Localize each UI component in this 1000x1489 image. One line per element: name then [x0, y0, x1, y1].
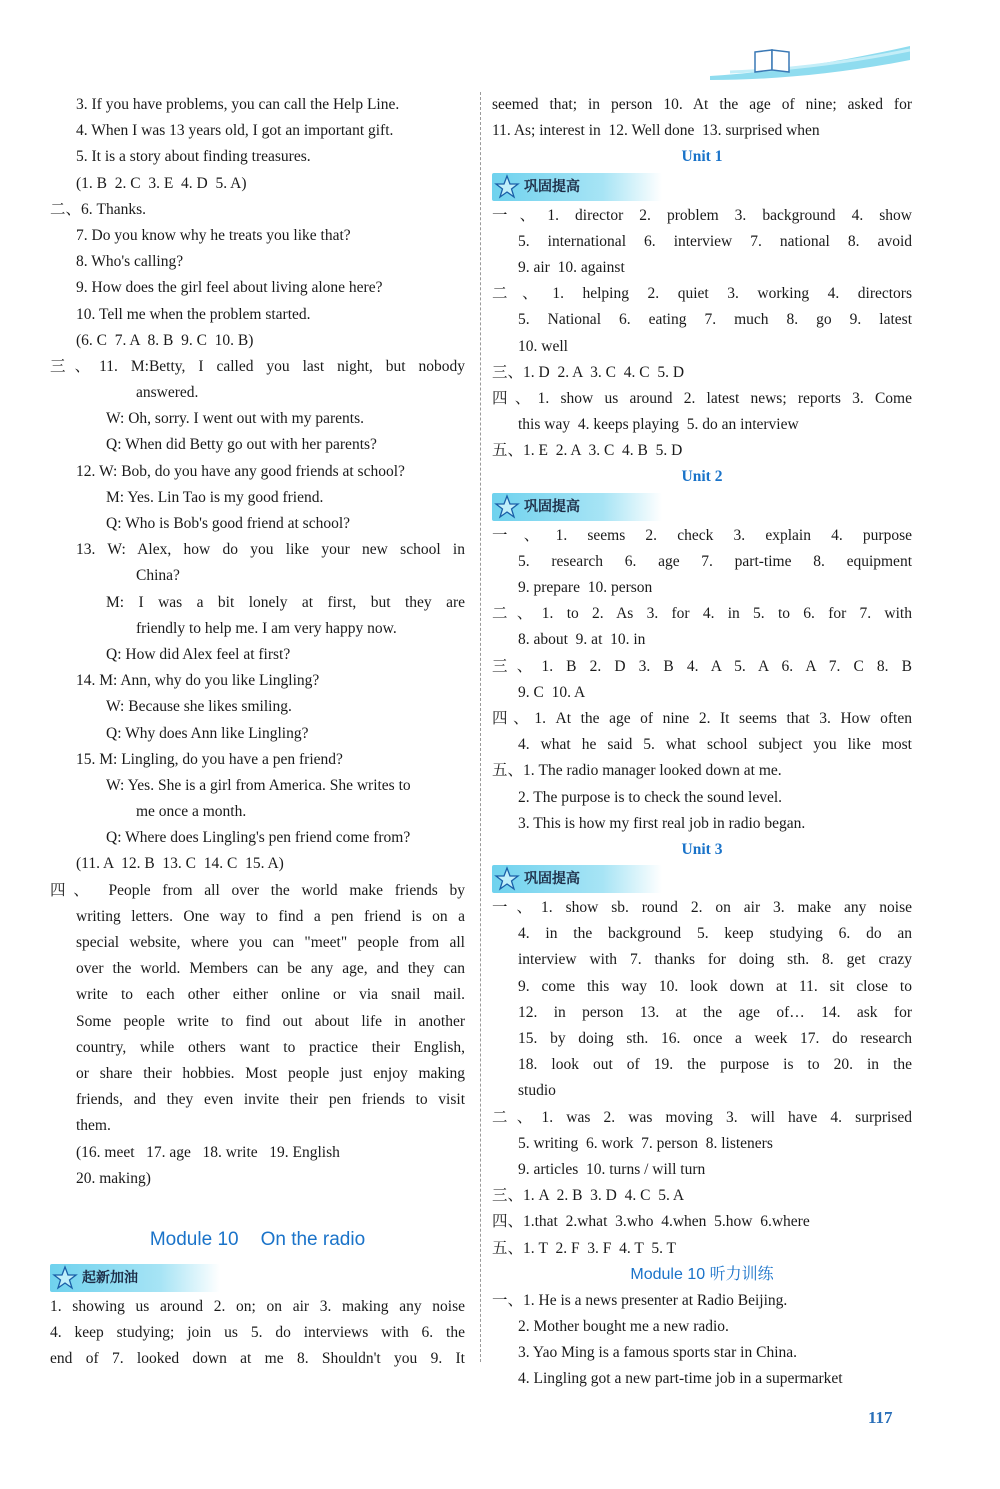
passage-line: country, while others want to practice their English,: [76, 1038, 465, 1056]
answer-line: 18. look out of 19. the purpose is to 20. in the: [518, 1056, 912, 1074]
answer-line: 3. If you have problems, you can call the Help Line.: [76, 96, 400, 113]
answer-line: 13. W: Alex, how do you like your new school in: [76, 541, 465, 559]
answer-line: 二、1. to 2. As 3. for 4. in 5. to 6. for 7. with: [492, 605, 912, 623]
passage-line: write to each other either online or via snail mail.: [76, 986, 465, 1004]
section-banner: [50, 1264, 220, 1292]
star-icon: [494, 494, 520, 520]
column-divider: [480, 92, 481, 1362]
answer-line: 五、1. The radio manager looked down at me.: [492, 762, 782, 780]
answer-line: 三、1. B 2. D 3. B 4. A 5. A 6. A 7. C 8. B: [492, 657, 912, 675]
answer-line: 三、11. M:Betty, I called you last night, but nobody: [50, 357, 465, 375]
left-column: [50, 92, 465, 1373]
module-title: [50, 1218, 465, 1262]
banner-label: 巩固提高: [524, 498, 580, 515]
answer-line: interview with 7. thanks for doing sth. 8. get crazy: [518, 951, 912, 969]
answer-line: W: Because she likes smiling.: [106, 698, 292, 716]
answer-line: 五、1. T 2. F 3. F 4. T 5. T: [492, 1239, 677, 1257]
passage-line: them.: [76, 1117, 111, 1135]
answer-line: seemed that; in person 10. At the age of nine; asked for: [492, 96, 912, 113]
answer-line: 10. well: [518, 337, 568, 355]
answer-line: 3. This is how my first real job in radio began.: [518, 814, 806, 832]
unit-title: Unit 2: [681, 468, 723, 486]
module-code: Module 10: [149, 1229, 239, 1251]
answer-line: China?: [136, 567, 180, 585]
answer-line: 9. air 10. against: [518, 258, 625, 276]
star-icon: [494, 174, 520, 200]
passage-line: Some people write to find out about life in another: [76, 1012, 465, 1030]
right-column: [492, 92, 912, 1393]
answer-line: Q: Where does Lingling's pen friend come from?: [106, 829, 411, 847]
answer-line: 15. by doing sth. 16. once a week 17. do research: [518, 1030, 912, 1047]
answer-line: 2. Mother bought me a new radio.: [518, 1318, 729, 1336]
answer-line: studio: [518, 1082, 556, 1100]
answer-line: W: Oh, sorry. I went out with my parents.: [106, 410, 364, 428]
section-banner: [492, 493, 662, 521]
answer-line: 二、1. was 2. was moving 3. will have 4. surprised: [492, 1108, 912, 1126]
answer-line: 一、1. show sb. round 2. on air 3. make any noise: [492, 899, 912, 917]
answer-line: 3. Yao Ming is a famous sports star in China.: [518, 1344, 797, 1362]
answer-line: me once a month.: [136, 803, 247, 821]
answer-line: Q: Who is Bob's good friend at school?: [106, 515, 351, 532]
banner-label: 巩固提高: [524, 178, 580, 195]
answer-line: end of 7. looked down at me 8. Shouldn't you 9. It: [50, 1350, 465, 1368]
answer-line: 9. come this way 10. look down at 11. sit close to: [518, 977, 912, 995]
answer-line: 一、1. seems 2. check 3. explain 4. purpose: [492, 526, 912, 544]
answer-line: W: Yes. She is a girl from America. She writes to: [106, 776, 411, 794]
answer-line: 7. Do you know why he treats you like that?: [76, 226, 351, 244]
answer-line: 9. prepare 10. person: [518, 579, 653, 596]
answer-line: 三、1. A 2. B 3. D 4. C 5. A: [492, 1187, 685, 1205]
answer-line: 一、1. He is a news presenter at Radio Beijing.: [492, 1291, 788, 1309]
answer-line: M: I was a bit lonely at first, but they are: [106, 593, 465, 611]
module-name: On the radio: [260, 1229, 366, 1251]
answer-line: 5. research 6. age 7. part-time 8. equipment: [518, 552, 912, 570]
answer-line: Q: When did Betty go out with her parents?: [106, 436, 377, 454]
answer-line: M: Yes. Lin Tao is my good friend.: [106, 488, 324, 506]
answer-line: friendly to help me. I am very happy now.: [136, 619, 397, 637]
answer-line: 9. C 10. A: [518, 683, 586, 701]
answer-line: 五、1. E 2. A 3. C 4. B 5. D: [492, 442, 683, 460]
passage-line: special website, where you can "meet" people from all: [76, 934, 465, 951]
answer-line: Q: Why does Ann like Lingling?: [106, 724, 309, 742]
answer-line: 5. international 6. interview 7. national 8. avoid: [518, 232, 912, 250]
answer-line: 4. what he said 5. what school subject you like most: [518, 736, 912, 754]
answer-line: 二、1. helping 2. quiet 3. working 4. directors: [492, 285, 912, 303]
answer-line: (16. meet 17. age 18. write 19. English: [76, 1143, 340, 1161]
answer-line: 8. about 9. at 10. in: [518, 631, 646, 649]
answer-line: (6. C 7. A 8. B 9. C 10. B): [76, 331, 254, 349]
passage-line: over the world. Members can be any age, and they can: [76, 960, 465, 978]
passage-line: 四、 People from all over the world make friends by: [50, 881, 465, 899]
answer-line: 9. How does the girl feel about living alone here?: [76, 279, 383, 297]
banner-label: 起新加油: [82, 1270, 138, 1287]
unit-title: Unit 3: [681, 840, 723, 858]
star-icon: [52, 1265, 78, 1291]
answer-line: 9. articles 10. turns / will turn: [518, 1160, 706, 1178]
answer-line: 5. writing 6. work 7. person 8. listeners: [518, 1134, 773, 1152]
answer-line: answered.: [136, 384, 199, 402]
answer-line: 12. W: Bob, do you have any good friends at school?: [76, 462, 405, 480]
answer-line: (1. B 2. C 3. E 4. D 5. A): [76, 174, 247, 192]
answer-line: 15. M: Lingling, do you have a pen friend?: [76, 750, 343, 768]
book-wave-decoration: [710, 42, 910, 82]
answer-line: 20. making): [76, 1169, 151, 1187]
passage-line: writing letters. One way to find a pen friend is on a: [76, 907, 465, 925]
answer-line: Q: How did Alex feel at first?: [106, 645, 291, 663]
answer-line: 四、1. At the age of nine 2. It seems that 3. How often: [492, 709, 912, 727]
answer-line: 4. When I was 13 years old, I got an important gift.: [76, 122, 394, 140]
answer-line: 二、6. Thanks.: [50, 200, 147, 218]
banner-label: 巩固提高: [524, 871, 580, 888]
answer-line: 11. As; interest in 12. Well done 13. surprised when: [492, 122, 820, 140]
answer-line: 一、1. director 2. problem 3. background 4. show: [492, 206, 912, 224]
star-icon: [494, 866, 520, 892]
passage-line: friends, and they even invite their pen friends to visit: [76, 1091, 465, 1109]
answer-line: 三、1. D 2. A 3. C 4. C 5. D: [492, 363, 685, 381]
answer-line: 4. keep studying; join us 5. do interviews with 6. the: [50, 1324, 465, 1342]
answer-line: 10. Tell me when the problem started.: [76, 305, 311, 323]
answer-line: 4. in the background 5. keep studying 6. do an: [518, 925, 912, 943]
section-banner: [492, 173, 662, 201]
answer-line: 4. Lingling got a new part-time job in a supermarket: [518, 1370, 843, 1388]
answer-line: 12. in person 13. at the age of… 14. ask for: [518, 1003, 912, 1021]
answer-line: 四、1. show us around 2. latest news; reports 3. Come: [492, 389, 912, 407]
answer-line: 14. M: Ann, why do you like Lingling?: [76, 672, 320, 690]
unit-title: Unit 1: [681, 148, 723, 166]
page-number: 117: [868, 1408, 893, 1427]
answer-line: this way 4. keeps playing 5. do an interview: [518, 416, 799, 434]
answer-line: 8. Who's calling?: [76, 253, 184, 271]
answer-line: 5. National 6. eating 7. much 8. go 9. latest: [518, 311, 912, 329]
passage-line: or share their hobbies. Most people just enjoy making: [76, 1064, 465, 1082]
answer-line: 四、1.that 2.what 3.who 4.when 5.how 6.where: [492, 1213, 810, 1231]
answer-line: 1. showing us around 2. on; on air 3. making any noise: [50, 1298, 465, 1316]
section-banner: [492, 865, 662, 893]
answer-line: 5. It is a story about finding treasures.: [76, 148, 311, 166]
answer-line: 2. The purpose is to check the sound level.: [518, 788, 783, 806]
answer-line: (11. A 12. B 13. C 14. C 15. A): [76, 855, 284, 873]
listening-title: Module 10 听力训练: [630, 1265, 774, 1283]
